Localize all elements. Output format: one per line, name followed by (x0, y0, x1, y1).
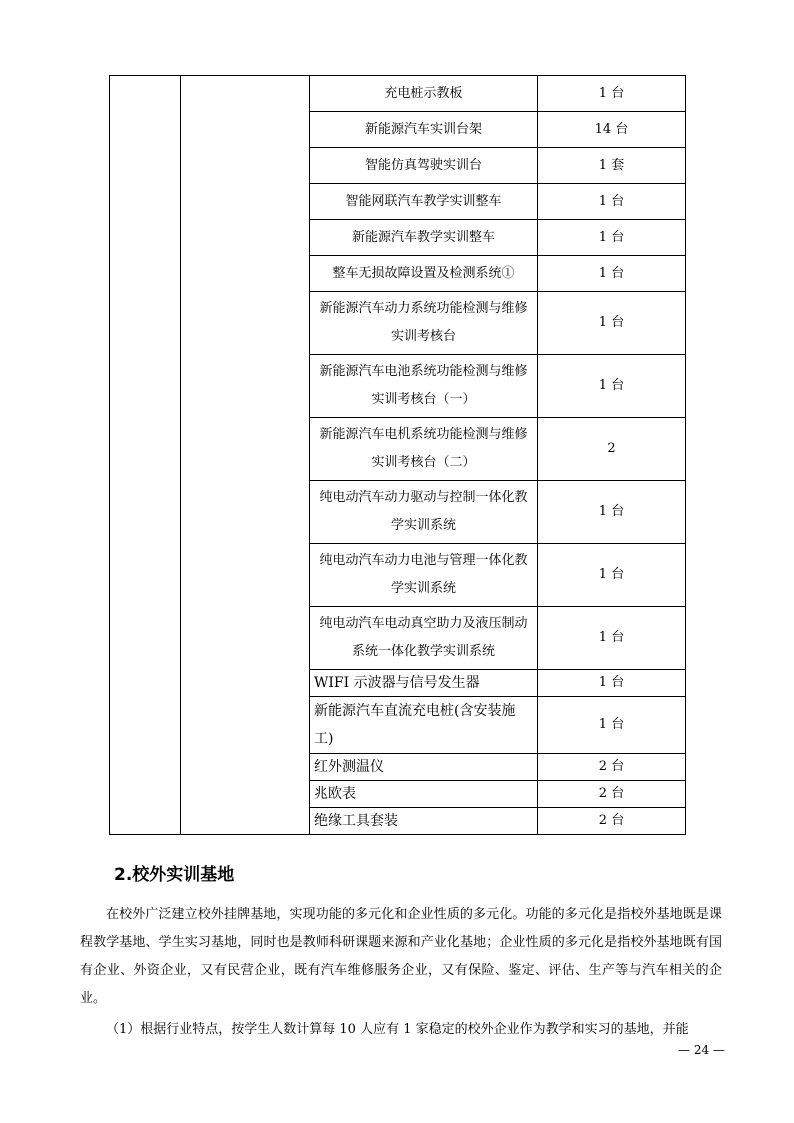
table-cell-blank-1 (110, 76, 181, 835)
equipment-name: WIFI 示波器与信号发生器 (310, 670, 538, 697)
equipment-quantity: 1 台 (538, 76, 686, 112)
equipment-quantity: 1 套 (538, 148, 686, 184)
equipment-quantity: 1 台 (538, 607, 686, 670)
equipment-quantity: 2 (538, 418, 686, 481)
equipment-name: 新能源汽车直流充电桩(含安装施工) (310, 697, 538, 754)
table-row (110, 76, 686, 112)
equipment-name: 充电桩示教板 (310, 76, 538, 112)
equipment-name: 纯电动汽车动力电池与管理一体化教学实训系统 (310, 544, 538, 607)
equipment-quantity: 14 台 (538, 112, 686, 148)
equipment-quantity: 1 台 (538, 220, 686, 256)
equipment-name: 绝缘工具套装 (310, 808, 538, 835)
equipment-quantity: 1 台 (538, 481, 686, 544)
equipment-quantity: 2 台 (538, 754, 686, 781)
equipment-name: 智能网联汽车教学实训整车 (310, 184, 538, 220)
equipment-quantity: 1 台 (538, 256, 686, 292)
equipment-quantity: 1 台 (538, 697, 686, 754)
equipment-name: 兆欧表 (310, 781, 538, 808)
equipment-name: 新能源汽车电池系统功能检测与维修实训考核台（一） (310, 355, 538, 418)
equipment-name: 新能源汽车实训台架 (310, 112, 538, 148)
equipment-name: 整车无损故障设置及检测系统① (310, 256, 538, 292)
equipment-table (109, 75, 686, 835)
equipment-quantity: 1 台 (538, 292, 686, 355)
equipment-quantity: 2 台 (538, 781, 686, 808)
equipment-quantity: 1 台 (538, 544, 686, 607)
table-cell-blank-2 (181, 76, 310, 835)
section-heading: 2.校外实训基地 (114, 865, 235, 885)
body-paragraph: （1）根据行业特点，按学生人数计算每 10 人应有 1 家稳定的校外企业作为教学和实习的基地，并能 (106, 1022, 689, 1037)
equipment-name: 新能源汽车教学实训整车 (310, 220, 538, 256)
body-paragraph: 在校外广泛建立校外挂牌基地，实现功能的多元化和企业性质的多元化。功能的多元化是指校外基地既是课程教学基地、学生实习基地，同时也是教师科研课题来源和产业化基地；企业性质的多元化是指校外基地既有国有企业、外资企业，又有民营企业，既有汽车维修服务企业，又有保险、鉴定、评估、生产等与汽车相关的企业。 (80, 907, 722, 1006)
equipment-quantity: 2 台 (538, 808, 686, 835)
equipment-name: 纯电动汽车电动真空助力及液压制动系统一体化教学实训系统 (310, 607, 538, 670)
equipment-name: 新能源汽车电机系统功能检测与维修实训考核台（二） (310, 418, 538, 481)
page-number: — 24 — (678, 1043, 725, 1057)
equipment-name: 红外测温仪 (310, 754, 538, 781)
equipment-name: 新能源汽车动力系统功能检测与维修实训考核台 (310, 292, 538, 355)
equipment-name: 智能仿真驾驶实训台 (310, 148, 538, 184)
equipment-name: 纯电动汽车动力驱动与控制一体化教学实训系统 (310, 481, 538, 544)
equipment-quantity: 1 台 (538, 184, 686, 220)
equipment-quantity: 1 台 (538, 670, 686, 697)
equipment-quantity: 1 台 (538, 355, 686, 418)
